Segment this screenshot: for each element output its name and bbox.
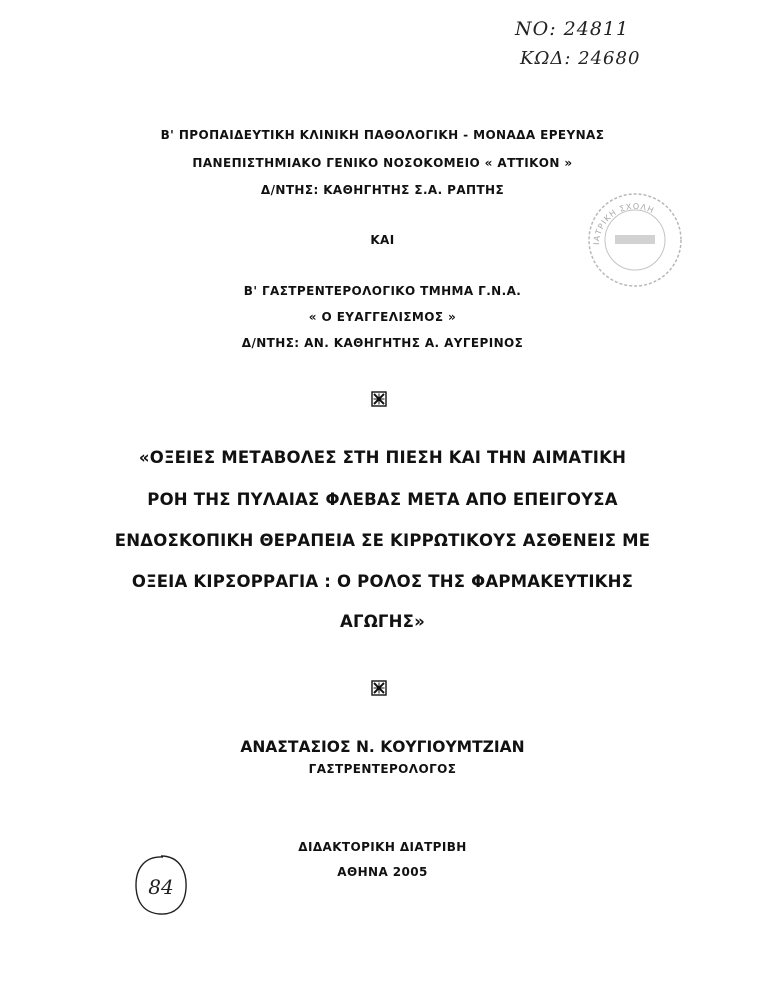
thesis-title-line-3: ΕΝΔΟΣΚΟΠΙΚΗ ΘΕΡΑΠΕΙΑ ΣΕ ΚΙΡΡΩΤΙΚΟΥΣ ΑΣΘΕΝΕΙΣ ΜΕ bbox=[114, 531, 651, 550]
library-stamp bbox=[585, 190, 685, 290]
thesis-title-line-2: ΡΟΗ ΤΗΣ ΠΥΛΑΙΑΣ ΦΛΕΒΑΣ ΜΕΤΑ ΑΠΟ ΕΠΕΙΓΟΥΣΑ bbox=[147, 490, 618, 509]
place-and-year: ΑΘΗΝΑ 2005 bbox=[337, 865, 428, 879]
clinic-director: Δ/ΝΤΗΣ: ΚΑΘΗΓΗΤΗΣ Σ.Α. ΡΑΠΤΗΣ bbox=[260, 183, 505, 197]
handwritten-registry-number: ΝΟ: 24811 bbox=[515, 18, 630, 40]
department-director: Δ/ΝΤΗΣ: ΑΝ. ΚΑΘΗΓΗΤΗΣ Α. ΑΥΓΕΡΙΝΟΣ bbox=[241, 336, 524, 350]
ornament-icon bbox=[371, 680, 387, 696]
hospital-name-2: « Ο ΕΥΑΓΓΕΛΙΣΜΟΣ » bbox=[308, 310, 457, 324]
author-specialty: ΓΑΣΤΡΕΝΤΕΡΟΛΟΓΟΣ bbox=[308, 762, 457, 776]
thesis-title-line-1: «ΟΞΕΙΕΣ ΜΕΤΑΒΟΛΕΣ ΣΤΗ ΠΙΕΣΗ ΚΑΙ ΤΗΝ ΑΙΜΑΤΙΚΗ bbox=[138, 448, 627, 467]
circled-number-text: 84 bbox=[148, 875, 174, 899]
handwritten-code-number: ΚΩΔ: 24680 bbox=[520, 48, 641, 69]
thesis-title-line-4: ΟΞΕΙΑ ΚΙΡΣΟΡΡΑΓΙΑ : Ο ΡΟΛΟΣ ΤΗΣ ΦΑΡΜΑΚΕΥΤΙΚΗΣ bbox=[131, 572, 634, 591]
department-name: Β' ΓΑΣΤΡΕΝΤΕΡΟΛΟΓΙΚΟ ΤΜΗΜΑ Γ.Ν.Α. bbox=[243, 284, 522, 298]
circled-page-number bbox=[132, 852, 190, 918]
stamp-text: ΙΑΤΡΙΚΗ ΣΧΟΛΗ bbox=[591, 201, 656, 246]
clinic-name: Β' ΠΡΟΠΑΙΔΕΥΤΙΚΗ ΚΛΙΝΙΚΗ ΠΑΘΟΛΟΓΙΚΗ - ΜΟΝΑΔΑ ΕΡΕΥΝΑΣ bbox=[160, 128, 605, 142]
conjunction-and: ΚΑΙ bbox=[370, 233, 395, 247]
thesis-title-line-5: ΑΓΩΓΗΣ» bbox=[340, 612, 425, 631]
ornament-icon bbox=[371, 391, 387, 407]
hospital-name: ΠΑΝΕΠΙΣΤΗΜΙΑΚΟ ΓΕΝΙΚΟ ΝΟΣΟΚΟΜΕΙΟ « ΑΤΤΙΚΟΝ » bbox=[192, 156, 573, 170]
document-type: ΔΙΔΑΚΤΟΡΙΚΗ ΔΙΑΤΡΙΒΗ bbox=[298, 840, 467, 854]
author-name: ΑΝΑΣΤΑΣΙΟΣ Ν. ΚΟΥΓΙΟΥΜΤΖΙΑΝ bbox=[240, 738, 525, 756]
